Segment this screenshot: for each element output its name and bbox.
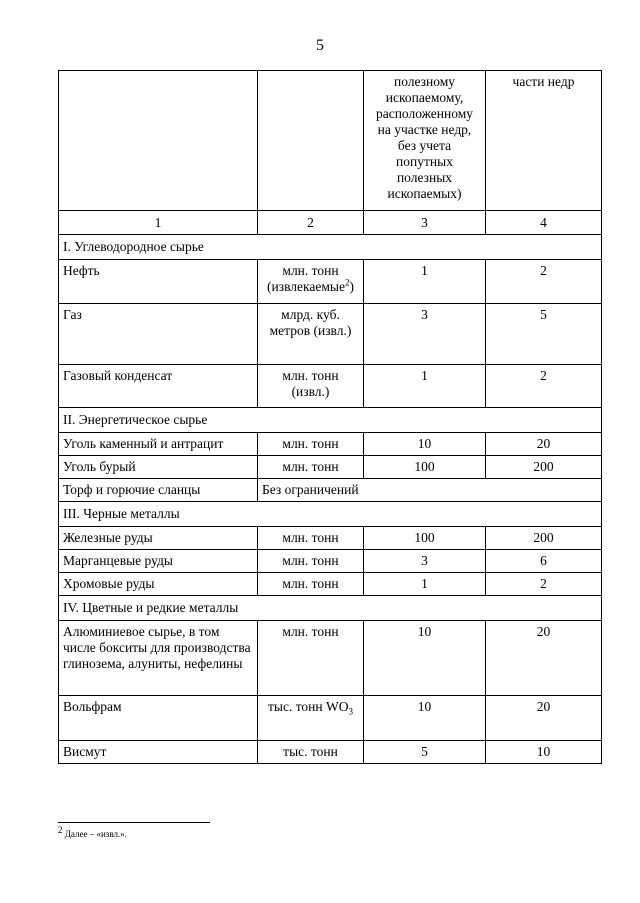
resource-name: Газ bbox=[59, 304, 258, 365]
unit-cell: млн. тонн bbox=[258, 527, 364, 550]
unit-text: тыс. тонн WO bbox=[268, 699, 349, 714]
unit-cell: млн. тонн bbox=[258, 550, 364, 573]
table-row bbox=[59, 433, 602, 456]
table-row bbox=[59, 365, 602, 408]
header-cell-4: части недр bbox=[486, 71, 602, 211]
column-number: 4 bbox=[486, 211, 602, 235]
unit-cell: тыс. тонн bbox=[258, 741, 364, 764]
table-row bbox=[59, 260, 602, 304]
section-row bbox=[59, 596, 602, 621]
value-col3: 1 bbox=[364, 365, 486, 408]
resource-name: Алюминиевое сырье, в том числе бокситы для производства глинозема, алуниты, нефелины bbox=[59, 621, 258, 696]
value-col4: 20 bbox=[486, 621, 602, 696]
page-number: 5 bbox=[316, 37, 324, 54]
limits-table bbox=[58, 70, 602, 764]
value-col4: 20 bbox=[486, 696, 602, 741]
resource-name: Нефть bbox=[59, 260, 258, 304]
value-col4: 20 bbox=[486, 433, 602, 456]
header-cell-3: полезному ископаемому, расположенному на участке недр, без учета попутных полезных ископаемых) bbox=[364, 71, 486, 211]
section-title: I. Углеводородное сырье bbox=[59, 235, 602, 260]
table-row bbox=[59, 550, 602, 573]
value-col3: 10 bbox=[364, 433, 486, 456]
resource-name: Висмут bbox=[59, 741, 258, 764]
header-cell-2 bbox=[258, 71, 364, 211]
unit-cell: млн. тонн bbox=[258, 433, 364, 456]
section-title: II. Энергетическое сырье bbox=[59, 408, 602, 433]
section-title: IV. Цветные и редкие металлы bbox=[59, 596, 602, 621]
value-col3: 100 bbox=[364, 527, 486, 550]
value-col3: 100 bbox=[364, 456, 486, 479]
unit-cell: млн. тонн bbox=[258, 621, 364, 696]
resource-name: Хромовые руды bbox=[59, 573, 258, 596]
value-col4: 200 bbox=[486, 527, 602, 550]
value-col4: 6 bbox=[486, 550, 602, 573]
unit-subscript: 3 bbox=[348, 706, 353, 717]
table-header-row bbox=[59, 71, 602, 211]
table-row bbox=[59, 456, 602, 479]
resource-name: Железные руды bbox=[59, 527, 258, 550]
resource-name: Марганцевые руды bbox=[59, 550, 258, 573]
value-col3: 10 bbox=[364, 696, 486, 741]
column-numbers-row bbox=[59, 211, 602, 235]
value-col3: 10 bbox=[364, 621, 486, 696]
value-col3: 1 bbox=[364, 573, 486, 596]
value-col3: 1 bbox=[364, 260, 486, 304]
table-row bbox=[59, 479, 602, 502]
unit-text: млн. тонн (извлекаемые bbox=[267, 263, 345, 294]
resource-name: Уголь каменный и антрацит bbox=[59, 433, 258, 456]
value-col3: 3 bbox=[364, 550, 486, 573]
value-col4: 10 bbox=[486, 741, 602, 764]
header-cell-1 bbox=[59, 71, 258, 211]
resource-name: Газовый конденсат bbox=[59, 365, 258, 408]
value-col4: 2 bbox=[486, 573, 602, 596]
unit-text-tail: ) bbox=[349, 279, 354, 294]
section-row bbox=[59, 408, 602, 433]
footnote-number: 2 bbox=[58, 825, 63, 835]
footnote bbox=[58, 825, 127, 839]
value-col4: 2 bbox=[486, 260, 602, 304]
table-row bbox=[59, 573, 602, 596]
value-col3: 3 bbox=[364, 304, 486, 365]
table-row bbox=[59, 527, 602, 550]
unit-cell: млн. тонн bbox=[258, 573, 364, 596]
resource-name: Уголь бурый bbox=[59, 456, 258, 479]
resource-name: Торф и горючие сланцы bbox=[59, 479, 258, 502]
section-row bbox=[59, 502, 602, 527]
value-col3: 5 bbox=[364, 741, 486, 764]
table-row bbox=[59, 304, 602, 365]
unit-cell: млн. тонн (извл.) bbox=[258, 365, 364, 408]
footnote-separator bbox=[58, 822, 210, 823]
table-row bbox=[59, 741, 602, 764]
no-limits-cell: Без ограничений bbox=[258, 479, 602, 502]
table-row bbox=[59, 621, 602, 696]
footnote-text: Далее – «извл.». bbox=[62, 829, 127, 839]
value-col4: 200 bbox=[486, 456, 602, 479]
unit-cell bbox=[258, 696, 364, 741]
unit-cell: млрд. куб. метров (извл.) bbox=[258, 304, 364, 365]
unit-cell: млн. тонн bbox=[258, 456, 364, 479]
resource-name: Вольфрам bbox=[59, 696, 258, 741]
value-col4: 2 bbox=[486, 365, 602, 408]
table-row bbox=[59, 696, 602, 741]
value-col4: 5 bbox=[486, 304, 602, 365]
section-row bbox=[59, 235, 602, 260]
unit-cell bbox=[258, 260, 364, 304]
section-title: III. Черные металлы bbox=[59, 502, 602, 527]
column-number: 1 bbox=[59, 211, 258, 235]
footnote-marker: 2 bbox=[344, 277, 350, 288]
column-number: 2 bbox=[258, 211, 364, 235]
column-number: 3 bbox=[364, 211, 486, 235]
